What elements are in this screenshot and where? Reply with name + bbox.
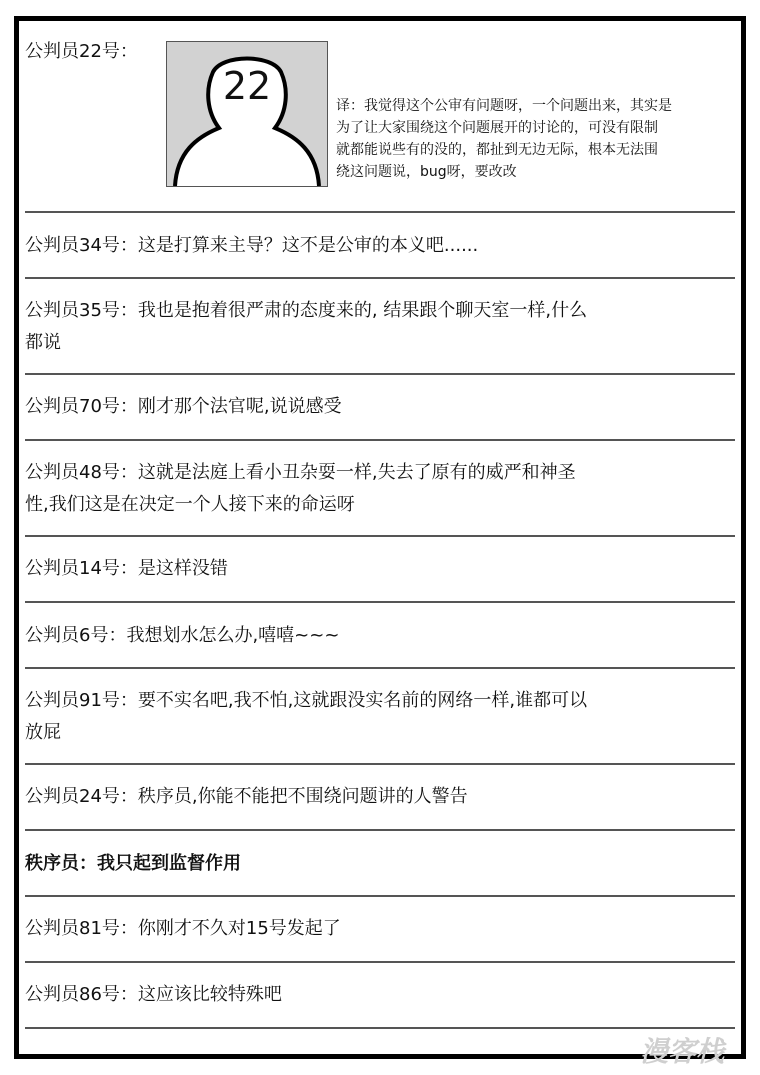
message-text-cont: 放屁 (25, 722, 61, 743)
translation-line-1: 译：我觉得这个公审有问题呀，一个问题出来，其实是 (336, 98, 672, 114)
chat-row (25, 213, 735, 279)
juror-portrait (166, 41, 328, 187)
portrait-number: 22 (222, 64, 272, 108)
message-text: 公判员91号：要不实名吧,我不怕,这就跟没实名前的网络一样,谁都可以 (25, 690, 588, 711)
message-text: 公判员35号：我也是抱着很严肃的态度来的, 结果跟个聊天室一样,什么 (25, 300, 588, 321)
translation-line-3: 就都能说些有的没的，都扯到无边无际，根本无法围 (336, 142, 658, 158)
message-text: 公判员81号：你刚才不久对15号发起了 (25, 918, 341, 939)
chat-row-moderator (25, 831, 735, 897)
comic-panel (14, 16, 746, 1059)
watermark-logo: 漫客栈 (640, 1035, 725, 1068)
message-text: 公判员48号：这就是法庭上看小丑杂耍一样,失去了原有的威严和神圣 (25, 462, 576, 483)
message-text: 公判员24号：秩序员,你能不能把不围绕问题讲的人警告 (25, 786, 468, 807)
chat-row (25, 537, 735, 603)
message-text-cont: 性,我们这是在决定一个人接下来的命运呀 (25, 494, 355, 515)
message-text: 公判员70号：刚才那个法官呢,说说感受 (25, 396, 342, 417)
moderator-message: 秩序员：我只起到监督作用 (25, 853, 241, 874)
chat-row (25, 765, 735, 831)
chat-row (25, 279, 735, 375)
chat-row-juror-22 (25, 21, 735, 213)
chat-row (25, 441, 735, 537)
speaker-label: 公判员22号： (25, 41, 138, 62)
chat-row (25, 963, 735, 1029)
translation-line-4: 绕这问题说，bug呀，要改改 (336, 164, 517, 180)
message-text: 公判员86号：这应该比较特殊吧 (25, 984, 282, 1005)
chat-row (25, 603, 735, 669)
chat-row (25, 897, 735, 963)
chat-row (25, 375, 735, 441)
message-text-cont: 都说 (25, 332, 61, 353)
translation-line-2: 为了让大家围绕这个问题展开的讨论的，可没有限制 (336, 120, 658, 136)
chat-row (25, 669, 735, 765)
message-text: 公判员34号：这是打算来主导？这不是公审的本义吧...... (25, 235, 479, 256)
message-text: 公判员6号：我想划水怎么办,嘻嘻~~~ (25, 625, 340, 646)
message-text: 公判员14号：是这样没错 (25, 558, 228, 579)
